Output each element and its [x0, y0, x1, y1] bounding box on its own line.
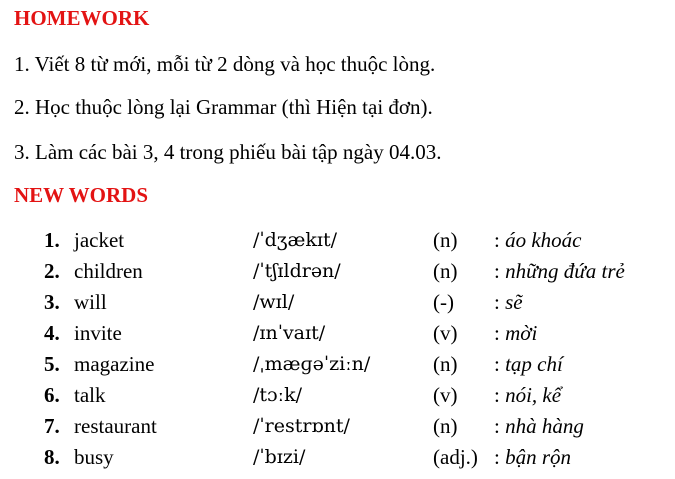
- item-number: 4.: [44, 321, 60, 345]
- phonetic-transcription: /ˌmæɡəˈziːn/: [253, 353, 371, 375]
- vocabulary-row: [0, 446, 675, 477]
- phonetic-transcription: /wɪl/: [253, 291, 295, 313]
- meaning-text: sẽ: [505, 290, 523, 314]
- phonetic-transcription: /tɔːk/: [253, 384, 302, 406]
- vietnamese-meaning: : áo khoác: [494, 228, 582, 252]
- meaning-text: nói, kể: [505, 383, 562, 407]
- item-number: 8.: [44, 445, 60, 469]
- english-word: magazine: [74, 352, 155, 376]
- part-of-speech: (v): [433, 321, 458, 345]
- vietnamese-meaning: : những đứa trẻ: [494, 259, 625, 283]
- part-of-speech: (v): [433, 383, 458, 407]
- vocabulary-row: [0, 322, 675, 353]
- part-of-speech: (adj.): [433, 445, 478, 469]
- homework-task: 1. Viết 8 từ mới, mỗi từ 2 dòng và học thuộc lòng.: [14, 52, 436, 76]
- english-word: jacket: [74, 228, 125, 252]
- english-word: talk: [74, 383, 106, 407]
- vietnamese-meaning: : sẽ: [494, 290, 523, 314]
- meaning-text: nhà hàng: [505, 414, 584, 438]
- meaning-text: tạp chí: [505, 352, 563, 376]
- vocabulary-row: [0, 229, 675, 260]
- english-word: restaurant: [74, 414, 157, 438]
- vietnamese-meaning: : nhà hàng: [494, 414, 584, 438]
- vietnamese-meaning: : nói, kể: [494, 383, 562, 407]
- meaning-text: bận rộn: [505, 445, 572, 469]
- item-number: 6.: [44, 383, 60, 407]
- phonetic-transcription: /ˈbɪzi/: [253, 446, 306, 468]
- phonetic-transcription: /ˈtʃɪldrən/: [253, 260, 341, 282]
- english-word: children: [74, 259, 143, 283]
- item-number: 5.: [44, 352, 60, 376]
- part-of-speech: (n): [433, 228, 458, 252]
- meaning-text: những đứa trẻ: [505, 259, 625, 283]
- vocabulary-row: [0, 260, 675, 291]
- item-number: 7.: [44, 414, 60, 438]
- part-of-speech: (n): [433, 259, 458, 283]
- vocabulary-row: [0, 353, 675, 384]
- new-words-heading: NEW WORDS: [14, 183, 149, 207]
- english-word: invite: [74, 321, 122, 345]
- phonetic-transcription: /ɪnˈvaɪt/: [253, 322, 326, 344]
- vietnamese-meaning: : tạp chí: [494, 352, 563, 376]
- vietnamese-meaning: : bận rộn: [494, 445, 572, 469]
- vocabulary-list: [0, 229, 675, 477]
- vietnamese-meaning: : mời: [494, 321, 538, 345]
- homework-task: 2. Học thuộc lòng lại Grammar (thì Hiện tại đơn).: [14, 95, 433, 119]
- vocabulary-row: [0, 384, 675, 415]
- homework-task: 3. Làm các bài 3, 4 trong phiếu bài tập ngày 04.03.: [14, 140, 442, 164]
- meaning-text: áo khoác: [505, 228, 582, 252]
- english-word: busy: [74, 445, 114, 469]
- vocabulary-row: [0, 291, 675, 322]
- phonetic-transcription: /ˈdʒækɪt/: [253, 229, 337, 251]
- english-word: will: [74, 290, 107, 314]
- item-number: 3.: [44, 290, 60, 314]
- item-number: 1.: [44, 228, 60, 252]
- vocabulary-row: [0, 415, 675, 446]
- part-of-speech: (-): [433, 290, 454, 314]
- meaning-text: mời: [505, 321, 538, 345]
- phonetic-transcription: /ˈrestrɒnt/: [253, 415, 350, 437]
- part-of-speech: (n): [433, 352, 458, 376]
- part-of-speech: (n): [433, 414, 458, 438]
- item-number: 2.: [44, 259, 60, 283]
- homework-heading: HOMEWORK: [14, 6, 150, 30]
